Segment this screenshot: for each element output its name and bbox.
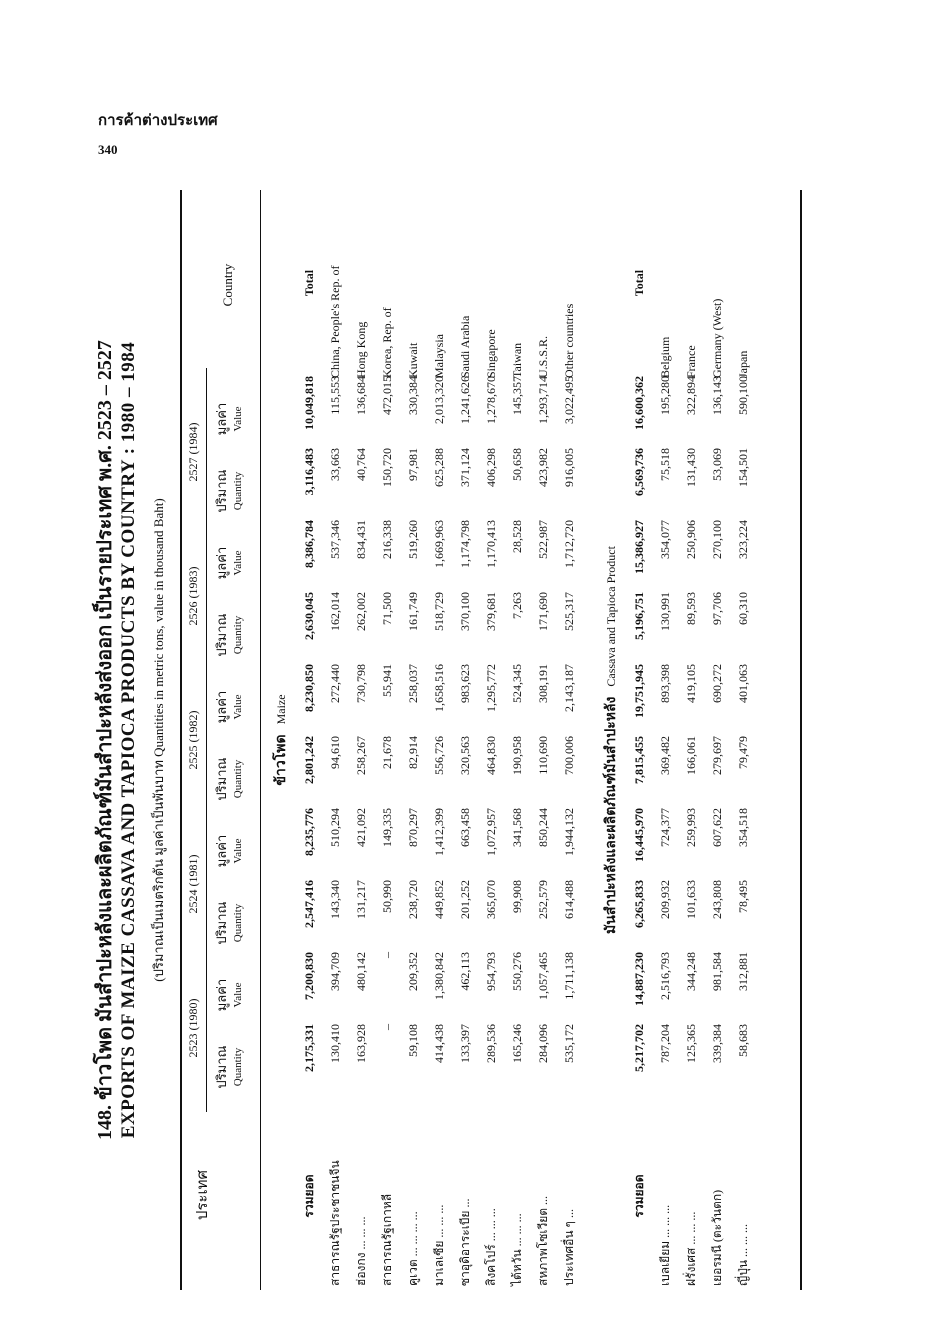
page-number: 340 <box>98 142 118 157</box>
value-cell: 115,553 <box>328 376 342 415</box>
country-name-english: Taiwan <box>510 342 524 378</box>
country-name-english: China, People's Rep. of <box>328 265 342 378</box>
table-row <box>704 190 730 1290</box>
value-cell: 419,105 <box>684 664 698 703</box>
country-name-english: Malaysia <box>432 334 446 378</box>
value-cell: 981,584 <box>710 952 724 991</box>
quantity-cell: 379,681 <box>484 592 498 631</box>
value-cell: 1,170,413 <box>484 520 498 568</box>
value-cell: 1,658,516 <box>432 664 446 712</box>
value-cell: 10,049,818 <box>302 376 316 430</box>
quantity-cell: 33,663 <box>328 448 342 481</box>
value-cell: 8,386,784 <box>302 520 316 568</box>
country-name-thai: ญี่ปุ่น ... ... ... <box>736 1223 750 1286</box>
country-name-english: Belgium <box>658 336 672 378</box>
quantity-cell: 518,729 <box>432 592 446 631</box>
quantity-cell: 289,536 <box>484 1024 498 1063</box>
value-cell: 550,276 <box>510 952 524 991</box>
subheader-english: Value <box>232 550 244 576</box>
value-cell: 14,887,230 <box>632 952 646 1006</box>
quantity-cell: 5,217,702 <box>632 1024 646 1072</box>
year-rule <box>206 512 207 680</box>
value-cell: 322,894 <box>684 376 698 415</box>
quantity-cell: 525,317 <box>562 592 576 631</box>
quantity-cell: 21,678 <box>380 736 394 769</box>
quantity-cell: 6,569,736 <box>632 448 646 496</box>
table-units-note: (ปริมาณเป็นเมตริกตัน มูลค่าเป็นพันบาท Quantities in metric tons, value in thousand Baht) <box>151 498 166 982</box>
year-rule <box>206 800 207 968</box>
quantity-cell: 97,706 <box>710 592 724 625</box>
country-name-thai: สิงคโปร์ ... ... ... <box>484 1208 498 1286</box>
quantity-cell: 50,658 <box>510 448 524 481</box>
quantity-cell: 423,982 <box>536 448 550 487</box>
value-cell: 1,711,138 <box>562 952 576 1000</box>
quantity-cell: 125,365 <box>684 1024 698 1063</box>
country-name-thai: ไต้หวัน ... ... ... <box>510 1213 524 1286</box>
quantity-cell: 94,610 <box>328 736 342 769</box>
country-name-english: Total <box>302 269 316 297</box>
subheader-thai: ปริมาณ <box>214 757 229 801</box>
value-cell: 15,386,927 <box>632 520 646 574</box>
table-row <box>426 190 452 1290</box>
subheader-thai: ปริมาณ <box>214 1045 229 1089</box>
value-cell: 216,338 <box>380 520 394 559</box>
quantity-cell: 171,690 <box>536 592 550 631</box>
quantity-cell: 700,006 <box>562 736 576 775</box>
quantity-cell: 209,932 <box>658 880 672 919</box>
subheader-thai: มูลค่า <box>214 402 229 436</box>
table-row <box>730 190 756 1290</box>
value-cell: 149,335 <box>380 808 394 847</box>
value-cell: 258,037 <box>406 664 420 703</box>
subheader-thai: ปริมาณ <box>214 901 229 945</box>
quantity-cell: 2,630,045 <box>302 592 316 640</box>
quantity-cell: – <box>380 1024 394 1030</box>
subheader-thai: มูลค่า <box>214 546 229 580</box>
subheader-english: Value <box>232 694 244 720</box>
quantity-cell: 79,479 <box>736 736 750 769</box>
quantity-cell: 166,061 <box>684 736 698 775</box>
country-header-thai: ประเทศ <box>195 1169 211 1221</box>
quantity-cell: 320,563 <box>458 736 472 775</box>
country-name-thai: ประเทศอื่น ๆ ... <box>562 1209 576 1286</box>
value-cell: 1,293,714 <box>536 376 550 424</box>
quantity-cell: 365,070 <box>484 880 498 919</box>
quantity-cell: 371,124 <box>458 448 472 487</box>
quantity-cell: 284,096 <box>536 1024 550 1063</box>
quantity-cell: 258,267 <box>354 736 368 775</box>
quantity-cell: 370,100 <box>458 592 472 631</box>
value-cell: 519,260 <box>406 520 420 559</box>
year-rule <box>206 944 207 1112</box>
value-cell: 312,881 <box>736 952 750 991</box>
subheader-english: Value <box>232 982 244 1008</box>
exports-table <box>94 190 820 1290</box>
quantity-cell: 89,593 <box>684 592 698 625</box>
quantity-cell: 2,175,331 <box>302 1024 316 1072</box>
value-cell: 1,278,670 <box>484 376 498 424</box>
quantity-cell: 154,501 <box>736 448 750 487</box>
country-name-english: Hong Kong <box>354 321 368 378</box>
quantity-cell: 101,633 <box>684 880 698 919</box>
country-name-english: Other countries <box>562 303 576 378</box>
value-cell: 55,941 <box>380 664 394 697</box>
quantity-cell: 339,384 <box>710 1024 724 1063</box>
value-cell: 401,063 <box>736 664 750 703</box>
quantity-cell: 133,397 <box>458 1024 472 1063</box>
value-cell: 209,352 <box>406 952 420 991</box>
value-cell: 341,568 <box>510 808 524 847</box>
quantity-cell: 787,204 <box>658 1024 672 1063</box>
table-row <box>530 190 556 1290</box>
quantity-cell: 143,340 <box>328 880 342 919</box>
value-cell: 394,709 <box>328 952 342 991</box>
value-cell: 724,377 <box>658 808 672 847</box>
country-name-english: Saudi Arabia <box>458 315 472 378</box>
value-cell: 663,458 <box>458 808 472 847</box>
country-name-english: U.S.S.R. <box>536 335 550 378</box>
value-cell: 1,412,399 <box>432 808 446 856</box>
value-cell: 590,100 <box>736 376 750 415</box>
quantity-cell: 7,815,455 <box>632 736 646 784</box>
country-name-thai: ฮ่องกง ... ... ... <box>354 1216 368 1286</box>
value-cell: 607,622 <box>710 808 724 847</box>
quantity-cell: 82,914 <box>406 736 420 769</box>
country-name-english: Japan <box>736 350 750 378</box>
table-title-english: EXPORTS OF MAIZE CASSAVA AND TAPIOCA PRODUCTS BY COUNTRY : 1980 – 1984 <box>118 341 139 1139</box>
quantity-cell: 78,495 <box>736 880 750 913</box>
table-row <box>322 190 348 1290</box>
country-name-english: Germany (West) <box>710 298 724 378</box>
quantity-cell: 50,990 <box>380 880 394 913</box>
subheader-english: Quantity <box>232 759 244 799</box>
quantity-cell: 464,830 <box>484 736 498 775</box>
section-heading <box>600 190 622 1290</box>
value-cell: 28,528 <box>510 520 524 553</box>
table-row <box>556 190 582 1290</box>
quantity-cell: 262,002 <box>354 592 368 631</box>
quantity-cell: 97,981 <box>406 448 420 481</box>
quantity-cell: 40,764 <box>354 448 368 481</box>
quantity-cell: 449,852 <box>432 880 446 919</box>
quantity-cell: 5,196,751 <box>632 592 646 640</box>
value-cell: 1,712,720 <box>562 520 576 568</box>
value-cell: 472,015 <box>380 376 394 415</box>
subheader-english: Quantity <box>232 471 244 511</box>
subheader-thai: มูลค่า <box>214 690 229 724</box>
quantity-cell: 243,808 <box>710 880 724 919</box>
table-row <box>400 190 426 1290</box>
value-cell: 870,297 <box>406 808 420 847</box>
subheader-english: Value <box>232 406 244 432</box>
value-cell: 2,516,793 <box>658 952 672 1000</box>
subheader-english: Quantity <box>232 615 244 655</box>
quantity-cell: 161,749 <box>406 592 420 631</box>
section-heading-english: Cassava and Tapioca Product <box>604 546 618 687</box>
value-cell: 1,380,842 <box>432 952 446 1000</box>
value-cell: 19,751,945 <box>632 664 646 718</box>
quantity-cell: 58,683 <box>736 1024 750 1057</box>
year-header: 2526 (1983) <box>186 566 200 626</box>
value-cell: 250,906 <box>684 520 698 559</box>
quantity-cell: 201,252 <box>458 880 472 919</box>
quantity-cell: 2,801,242 <box>302 736 316 784</box>
value-cell: 462,113 <box>458 952 472 991</box>
country-name-thai: สหภาพโซเวียต ... <box>536 1195 550 1286</box>
total-row <box>296 190 322 1290</box>
year-header: 2524 (1981) <box>186 854 200 914</box>
value-cell: 136,684 <box>354 376 368 415</box>
value-cell: 522,987 <box>536 520 550 559</box>
quantity-cell: 110,690 <box>536 736 550 775</box>
value-cell: 834,431 <box>354 520 368 559</box>
quantity-cell: 614,488 <box>562 880 576 919</box>
quantity-cell: 556,726 <box>432 736 446 775</box>
value-subheader <box>214 374 246 464</box>
value-cell: 690,272 <box>710 664 724 703</box>
country-name-thai: รวมยอด <box>302 1174 316 1218</box>
country-name-thai: ซาอุดิอาระเบีย ... <box>458 1198 472 1286</box>
subheader-thai: ปริมาณ <box>214 469 229 513</box>
value-cell: 480,142 <box>354 952 368 991</box>
table-row <box>478 190 504 1290</box>
year-rule <box>206 368 207 536</box>
quantity-cell: 625,288 <box>432 448 446 487</box>
value-cell: 136,143 <box>710 376 724 415</box>
value-cell: 1,057,465 <box>536 952 550 1000</box>
country-name-thai: สาธารณรัฐประชาชนจีน <box>328 1160 342 1286</box>
quantity-cell: 369,482 <box>658 736 672 775</box>
value-cell: 1,944,132 <box>562 808 576 856</box>
subheader-thai: ปริมาณ <box>214 613 229 657</box>
subheader-english: Quantity <box>232 1047 244 1087</box>
header-rule <box>260 190 261 1290</box>
country-name-english: France <box>684 345 698 378</box>
section-heading-english: Maize <box>274 694 288 725</box>
value-cell: 1,669,963 <box>432 520 446 568</box>
value-cell: 16,600,362 <box>632 376 646 430</box>
value-cell: 330,384 <box>406 376 420 415</box>
value-cell: 1,174,798 <box>458 520 472 568</box>
table-row <box>652 190 678 1290</box>
subheader-thai: มูลค่า <box>214 978 229 1012</box>
page-section-heading: การค้าต่างประเทศ <box>98 113 218 129</box>
value-cell: 195,280 <box>658 376 672 415</box>
value-cell: 954,793 <box>484 952 498 991</box>
table-row <box>452 190 478 1290</box>
country-name-thai: คูเวต ... ... ... ... <box>406 1211 420 1286</box>
quantity-cell: 150,720 <box>380 448 394 487</box>
value-cell: 2,143,187 <box>562 664 576 712</box>
value-cell: 344,248 <box>684 952 698 991</box>
quantity-cell: 75,518 <box>658 448 672 481</box>
value-cell: 421,092 <box>354 808 368 847</box>
quantity-cell: 7,263 <box>510 592 524 619</box>
quantity-cell: 130,410 <box>328 1024 342 1063</box>
quantity-cell: 99,908 <box>510 880 524 913</box>
quantity-cell: 414,438 <box>432 1024 446 1063</box>
subheader-thai: มูลค่า <box>214 834 229 868</box>
country-header-english: Country <box>220 263 235 307</box>
quantity-cell: 916,005 <box>562 448 576 487</box>
year-header: 2523 (1980) <box>186 998 200 1058</box>
quantity-cell: 59,108 <box>406 1024 420 1057</box>
value-cell: 8,235,776 <box>302 808 316 856</box>
table-title-thai: 148. ข้าวโพด มันสำปะหลังและผลิตภัณฑ์มันสำปะหลังส่งออก เป็นรายประเทศ พ.ศ. 2523 – 2527 <box>94 340 116 1140</box>
quantity-cell: 60,310 <box>736 592 750 625</box>
country-name-thai: เยอรมนี (ตะวันตก) <box>710 1189 724 1286</box>
value-cell: 323,224 <box>736 520 750 559</box>
value-cell: 7,200,830 <box>302 952 316 1000</box>
value-cell: 8,230,850 <box>302 664 316 712</box>
total-row <box>626 190 652 1290</box>
quantity-cell: 130,991 <box>658 592 672 631</box>
country-name-thai: รวมยอด <box>632 1174 646 1218</box>
quantity-cell: 279,697 <box>710 736 724 775</box>
value-cell: 145,357 <box>510 376 524 415</box>
value-cell: 1,072,957 <box>484 808 498 856</box>
quantity-cell: 252,579 <box>536 880 550 919</box>
year-rule <box>206 656 207 824</box>
quantity-cell: 131,217 <box>354 880 368 919</box>
table-row <box>504 190 530 1290</box>
section-heading <box>270 190 292 1290</box>
value-cell: 259,993 <box>684 808 698 847</box>
year-header: 2525 (1982) <box>186 710 200 770</box>
value-cell: – <box>380 952 394 958</box>
value-cell: 272,440 <box>328 664 342 703</box>
country-name-english: Singapore <box>484 329 498 378</box>
country-name-english: Korea, Rep. of <box>380 307 394 378</box>
subheader-english: Value <box>232 838 244 864</box>
quantity-cell: 3,116,483 <box>302 448 316 496</box>
quantity-cell: 131,430 <box>684 448 698 487</box>
country-name-thai: สาธารณรัฐเกาหลี <box>380 1193 394 1286</box>
country-name-thai: ฝรั่งเศส ... ... ... <box>684 1211 698 1286</box>
table-row <box>374 190 400 1290</box>
value-cell: 2,013,320 <box>432 376 446 424</box>
quantity-cell: 162,014 <box>328 592 342 631</box>
quantity-cell: 535,172 <box>562 1024 576 1063</box>
table-top-rule <box>180 190 182 1290</box>
value-cell: 983,623 <box>458 664 472 703</box>
quantity-cell: 53,069 <box>710 448 724 481</box>
value-cell: 537,346 <box>328 520 342 559</box>
country-name-thai: เบลเยียม ... ... ... <box>658 1204 672 1286</box>
year-header: 2527 (1984) <box>186 422 200 482</box>
value-cell: 893,398 <box>658 664 672 703</box>
value-cell: 524,345 <box>510 664 524 703</box>
value-cell: 510,294 <box>328 808 342 847</box>
value-cell: 1,241,626 <box>458 376 472 424</box>
quantity-cell: 238,720 <box>406 880 420 919</box>
country-name-english: Total <box>632 269 646 297</box>
value-cell: 270,100 <box>710 520 724 559</box>
table-row <box>678 190 704 1290</box>
quantity-cell: 2,547,416 <box>302 880 316 928</box>
value-cell: 354,518 <box>736 808 750 847</box>
quantity-cell: 6,265,833 <box>632 880 646 928</box>
value-cell: 850,244 <box>536 808 550 847</box>
section-heading-thai: ข้าวโพด <box>274 734 289 786</box>
value-cell: 1,295,772 <box>484 664 498 712</box>
quantity-cell: 190,958 <box>510 736 524 775</box>
value-cell: 354,077 <box>658 520 672 559</box>
subheader-english: Quantity <box>232 903 244 943</box>
quantity-cell: 163,928 <box>354 1024 368 1063</box>
quantity-cell: 165,246 <box>510 1024 524 1063</box>
table-bottom-rule <box>800 190 802 1290</box>
value-cell: 308,191 <box>536 664 550 703</box>
value-cell: 16,445,970 <box>632 808 646 862</box>
section-heading-thai: มันสำปะหลังและผลิตภัณฑ์มันสำปะหลัง <box>604 696 619 934</box>
quantity-cell: 71,500 <box>380 592 394 625</box>
quantity-cell: 406,298 <box>484 448 498 487</box>
table-row <box>348 190 374 1290</box>
value-cell: 3,022,495 <box>562 376 576 424</box>
country-name-english: Kuwait <box>406 342 420 378</box>
country-name-thai: มาเลเซีย ... ... ... <box>432 1204 446 1286</box>
value-cell: 730,798 <box>354 664 368 703</box>
